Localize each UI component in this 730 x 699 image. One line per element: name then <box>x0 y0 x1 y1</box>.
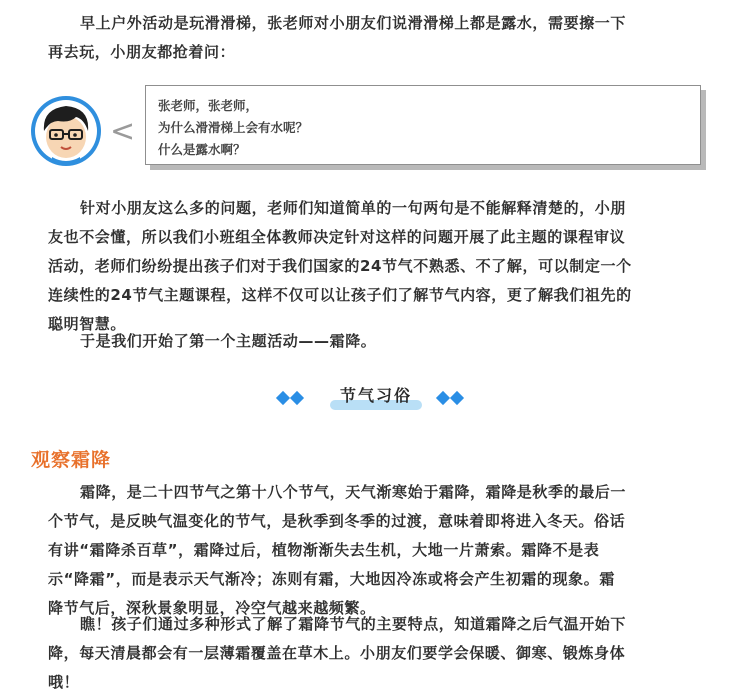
closing-line: 哦！ <box>48 673 80 691</box>
frost-line: 霜降，是二十四节气之第十八个节气，天气渐寒始于霜降，霜降是秋季的最后一 <box>80 483 627 501</box>
section-title: 节气习俗 <box>339 386 412 405</box>
speech-pointer-icon: < <box>110 114 136 149</box>
closing-line: 降，每天清晨都会有一层薄霜覆盖在草木上。小朋友们要学会保暖、御寒、锻炼身体 <box>48 644 626 662</box>
body-paragraph <box>48 194 690 339</box>
body-line: 聪明智慧。 <box>48 315 127 333</box>
bubble-line: 为什么滑滑梯上会有水呢？ <box>158 120 309 135</box>
diamond-icon <box>276 391 290 405</box>
body-line: 于是我们开始了第一个主题活动——霜降。 <box>80 332 377 350</box>
intro-line: 早上户外活动是玩滑滑梯，张老师对小朋友们说滑滑梯上都是露水，需要擦一下 <box>80 14 627 32</box>
subsection-title: 观察霜降 <box>31 449 112 471</box>
frost-line: 降节气后，深秋景象明显，冷空气越来越频繁。 <box>48 599 376 617</box>
intro-paragraph <box>48 9 690 67</box>
bubble-line: 张老师，张老师， <box>158 98 259 113</box>
diamond-icon <box>450 391 464 405</box>
body-line: 针对小朋友这么多的问题，老师们知道简单的一句两句是不能解释清楚的，小朋 <box>80 199 627 217</box>
intro-line: 再去玩，小朋友都抢着问： <box>48 43 236 61</box>
closing-paragraph <box>48 610 690 697</box>
section-header <box>270 380 470 416</box>
bubble-line: 什么是露水啊？ <box>158 142 246 157</box>
diamond-icon <box>290 391 304 405</box>
boy-with-glasses-icon <box>30 95 102 167</box>
closing-line: 瞧！孩子们通过多种形式了解了霜降节气的主要特点，知道霜降之后气温开始下 <box>80 615 627 633</box>
frost-line: 示“降霜”，而是表示天气渐冷；冻则有霜，大地因冷冻或将会产生初霜的现象。霜 <box>48 570 615 588</box>
body-line: 活动，老师们纷纷提出孩子们对于我们国家的24节气不熟悉、不了解，可以制定一个 <box>48 257 632 275</box>
diamond-icon <box>436 391 450 405</box>
frost-paragraph <box>48 478 690 623</box>
frost-line: 有讲“霜降杀百草”，霜降过后，植物渐渐失去生机，大地一片萧索。霜降不是表 <box>48 541 600 559</box>
body-line: 友也不会懂，所以我们小班组全体教师决定针对这样的问题开展了此主题的课程审议 <box>48 228 626 246</box>
frost-line: 个节气，是反映气温变化的节气，是秋季到冬季的过渡，意味着即将进入冬天。俗话 <box>48 512 626 530</box>
body-line: 连续性的24节气主题课程，这样不仅可以让孩子们了解节气内容，更了解我们祖先的 <box>48 286 632 304</box>
